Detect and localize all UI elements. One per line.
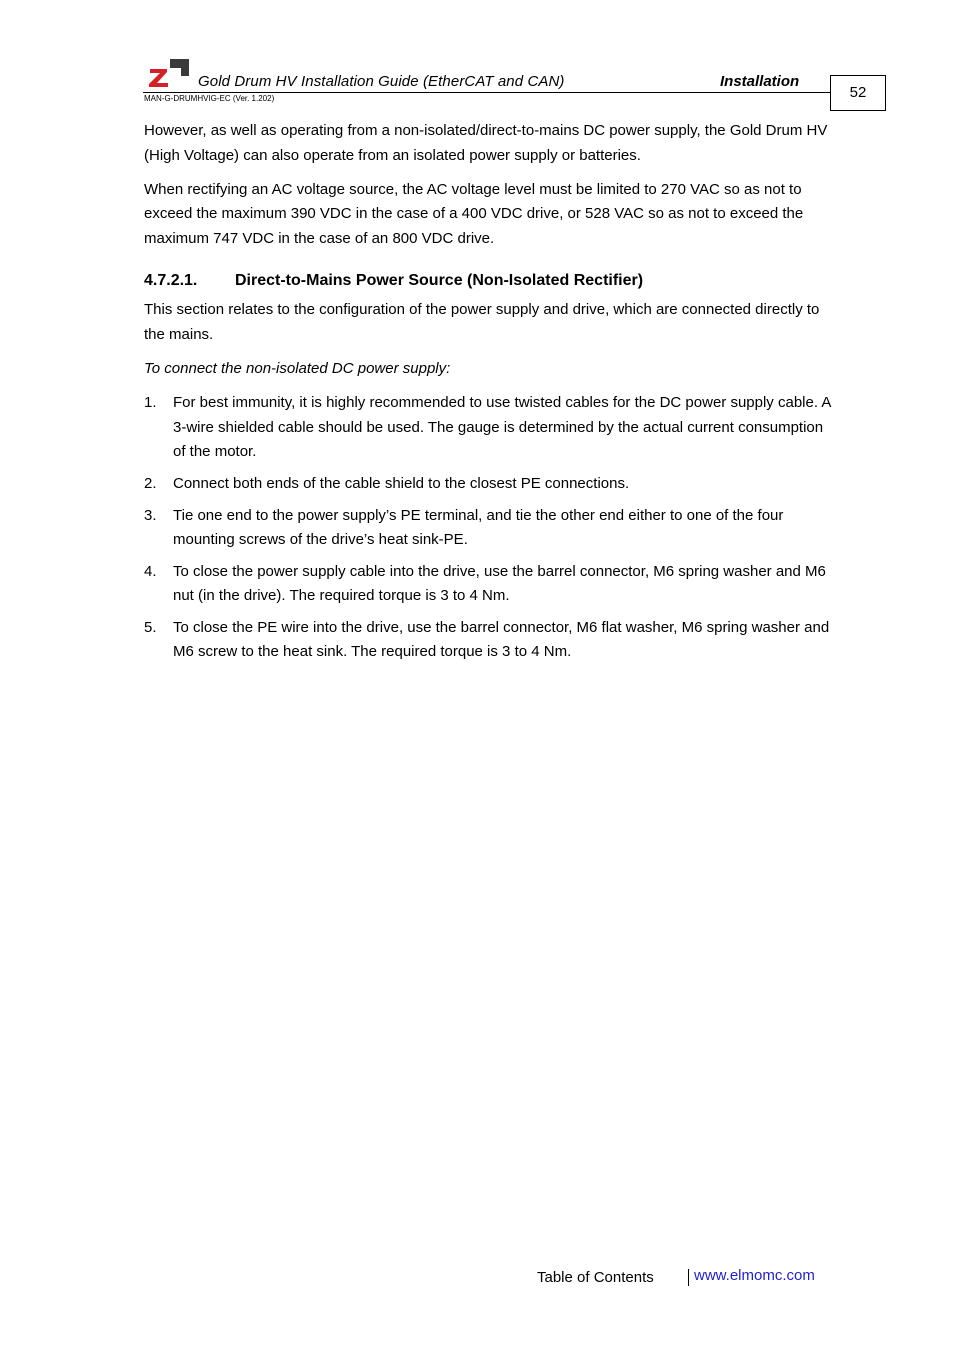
elmo-logo-icon (148, 58, 190, 88)
paragraph: However, as well as operating from a non-isolated/direct-to-mains DC power supply, the Gold Drum HV (High Voltage) can also operate from an isolated power supply or batteries. (144, 122, 828, 164)
section-title: Direct-to-Mains Power Source (Non-Isolated Rectifier) (235, 271, 644, 289)
step-number: 1. (144, 394, 157, 412)
list-item (144, 391, 834, 465)
footer-divider (688, 1269, 689, 1286)
website-link[interactable]: www.elmomc.com (694, 1267, 815, 1284)
procedure-intro: To connect the non-isolated DC power supply: (144, 359, 451, 377)
step-number: 4. (144, 562, 157, 580)
section-label: Installation (720, 73, 800, 90)
section-heading (144, 269, 834, 294)
step-number: 5. (144, 618, 157, 636)
step-text: For best immunity, it is highly recommended to use twisted cables for the DC power supply cable. A 3-wire shielded cable should be used. The gauge is determined by the actual current consumption of the motor. (173, 394, 831, 461)
section-description: This section relates to the configuration of the power supply and drive, which are connected directly to the mains. (144, 301, 820, 343)
step-text: Tie one end to the power supply’s PE terminal, and tie the other end either to one of the four mounting screws of the drive’s heat sink-PE. (173, 506, 784, 549)
procedure-steps (144, 391, 834, 665)
page-number: 52 (830, 75, 886, 111)
step-text: Connect both ends of the cable shield to the closest PE connections. (173, 474, 630, 492)
step-number: 3. (144, 506, 157, 524)
section-number: 4.7.2.1. (144, 271, 198, 289)
list-item (144, 560, 834, 609)
paragraph: When rectifying an AC voltage source, the AC voltage level must be limited to 270 VAC so as not to exceed the maximum 390 VDC in the case of a 400 VDC drive, or 528 VAC so as not to exceed the maximum 747 VDC in the case of an 800 VDC drive. (144, 180, 804, 247)
document-title: Gold Drum HV Installation Guide (EtherCAT and CAN) (198, 73, 565, 90)
step-text: To close the PE wire into the drive, use the barrel connector, M6 flat washer, M6 spring washer and M6 screw to the heat sink. The required torque is 3 to 4 Nm. (173, 618, 830, 661)
list-item (144, 472, 834, 497)
list-item (144, 504, 834, 553)
page-content (144, 119, 834, 672)
document-code: MAN-G-DRUMHVIG-EC (Ver. 1.202) (144, 94, 275, 103)
step-number: 2. (144, 474, 157, 492)
step-text: To close the power supply cable into the drive, use the barrel connector, M6 spring washer and M6 nut (in the drive). The required torque is 3 to 4 Nm. (173, 562, 826, 605)
list-item (144, 616, 834, 665)
header-divider (143, 92, 831, 93)
table-of-contents-link[interactable]: Table of Contents (537, 1269, 654, 1286)
